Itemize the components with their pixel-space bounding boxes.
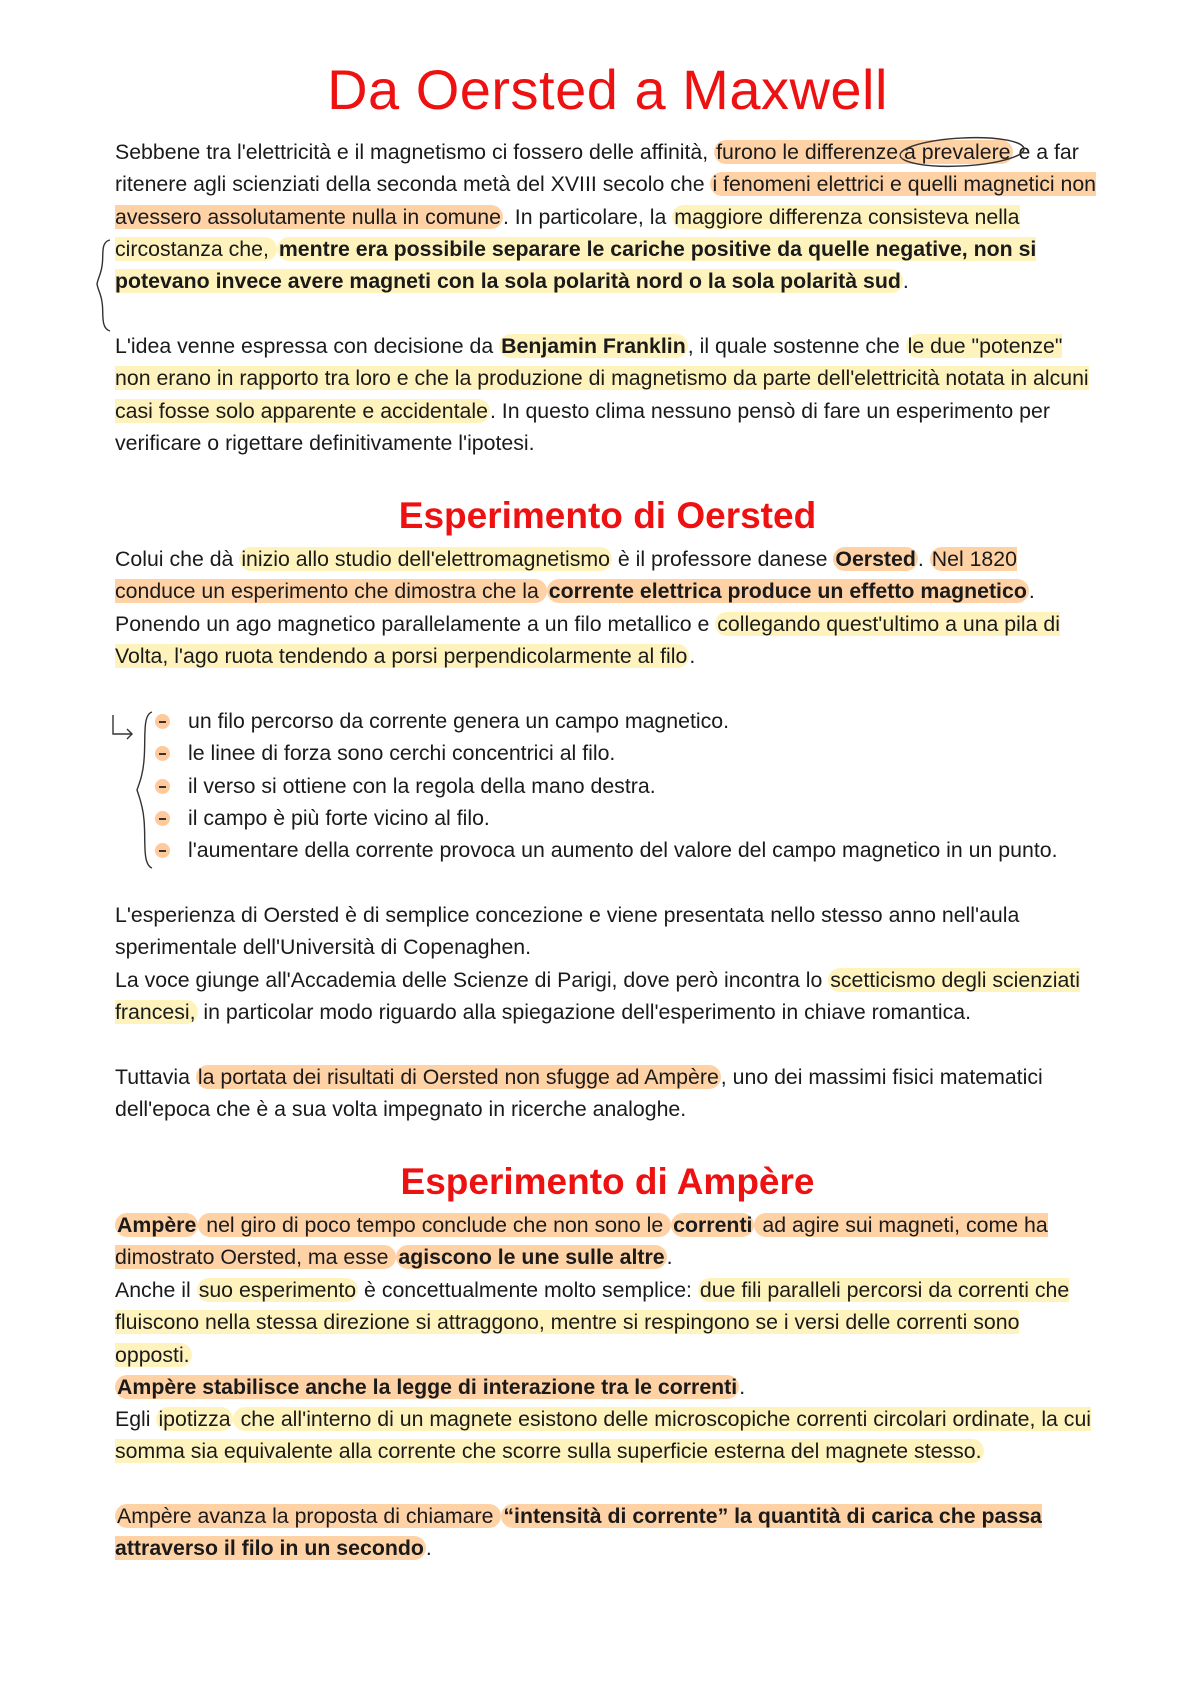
- oersted-text: La voce giunge all'Accademia delle Scienze di Parigi, dove però incontra lo: [115, 968, 829, 992]
- ampere-text: .: [739, 1375, 746, 1399]
- list-item: [115, 770, 1100, 802]
- dash-bullet-icon: [155, 811, 170, 826]
- oersted-text: Colui che dà: [115, 547, 240, 571]
- franklin-paragraph: [115, 330, 1100, 459]
- oersted-bullet-list: [115, 705, 1100, 866]
- oersted-paragraph-4: [115, 1061, 1100, 1126]
- oersted-text: Tuttavia: [115, 1065, 196, 1089]
- circled-word-icon: [898, 134, 1030, 170]
- franklin-name: Benjamin Franklin: [501, 334, 686, 358]
- ampere-heading: Esperimento di Ampère: [400, 1161, 815, 1202]
- highlight-text: suo esperimento: [198, 1278, 357, 1302]
- oersted-text: . Ponendo un ago magnetico parallelamente a un filo metallico e: [115, 579, 1035, 636]
- highlight-text: furono le differenze a prevalere: [716, 140, 1011, 164]
- highlight-text: le due "potenze" non erano in rapporto tra loro e che la produzione di magnetismo da parte dell'elettricità notata in alcuni casi fosse solo apparente e accidentale: [115, 334, 1089, 423]
- bold-highlight-text: correnti: [673, 1213, 753, 1237]
- list-item-text: le linee di forza sono cerchi concentrici al filo.: [188, 741, 616, 766]
- list-item-text: il campo è più forte vicino al filo.: [188, 805, 490, 830]
- dash-bullet-icon: [155, 843, 170, 858]
- oersted-text: .: [689, 643, 696, 668]
- franklin-text: , il quale sostenne che: [687, 334, 906, 358]
- dash-bullet-icon: [155, 779, 170, 794]
- bold-highlight-text: mentre era possibile separare le cariche positive da quelle negative, non si potevano invece avere magneti con la sola polarità nord o la sola polarità sud: [115, 236, 1037, 294]
- highlight-text: la portata dei risultati di Oersted non sfugge ad Ampère: [197, 1065, 719, 1089]
- highlight-text: ipotizza: [158, 1407, 231, 1431]
- highlight-text: ad agire sui magneti, come ha dimostrato Oersted, ma esse: [115, 1213, 1048, 1270]
- oersted-paragraph-3: [115, 964, 1100, 1029]
- list-item-text: il verso si ottiene con la regola della mano destra.: [188, 773, 656, 798]
- highlight-text: due fili paralleli percorsi da correnti che fluiscono nella stessa direzione si attraggono, mentre si respingono se i versi delle correnti sono opposti.: [115, 1278, 1070, 1367]
- oersted-text: .: [917, 547, 930, 571]
- franklin-text: . In questo clima nessuno pensò di fare un esperimento per verificare o rigettare definitivamente l'ipotesi.: [115, 398, 1050, 455]
- ampere-text: Egli: [115, 1407, 157, 1431]
- highlight-text: Ampère avanza la proposta di chiamare: [117, 1504, 500, 1528]
- highlight-text: i fenomeni elettrici e quelli magnetici non avessero assolutamente nulla in comune: [115, 172, 1097, 229]
- highlight-text: collegando quest'ultimo a una pila di Volta, l'ago ruota tendendo a porsi perpendicolarmente al filo: [115, 611, 1060, 668]
- list-item-text: l'aumentare della corrente provoca un aumento del valore del campo magnetico in un punto.: [188, 838, 1058, 863]
- list-item: [115, 802, 1100, 834]
- list-item-text: un filo percorso da corrente genera un campo magnetico.: [188, 709, 730, 733]
- ampere-paragraph-3: [115, 1371, 1100, 1403]
- oersted-name: Oersted: [835, 547, 916, 571]
- ampere-text: .: [666, 1245, 673, 1270]
- dash-bullet-icon: [155, 746, 170, 761]
- ampere-text: .: [425, 1536, 432, 1561]
- list-item: [115, 834, 1100, 866]
- highlight-text: nel giro di poco tempo conclude che non sono le: [200, 1213, 670, 1237]
- oersted-paragraph-1: [115, 543, 1100, 672]
- highlight-text: inizio allo studio dell'elettromagnetismo: [241, 547, 610, 571]
- ampere-text: Anche il: [115, 1278, 197, 1302]
- oersted-text: è il professore danese: [611, 547, 834, 571]
- oersted-text: , uno dei massimi fisici matematici dell'epoca che è a sua volta impegnato in ricerche analoghe.: [115, 1065, 1043, 1122]
- highlight-text: maggiore differenza consisteva nella circostanza che,: [115, 204, 1020, 261]
- highlight-text: scetticismo degli scienziati francesi,: [115, 968, 1080, 1025]
- ampere-paragraph-4: [115, 1403, 1100, 1468]
- highlight-text: che all'interno di un magnete esistono delle microscopiche correnti circolari ordinate, la cui somma sia equivalente alla corrente che scorre sulla superficie esterna del magnete stesso.: [115, 1407, 1092, 1464]
- curly-brace-icon: [136, 710, 156, 870]
- franklin-text: L'idea venne espressa con decisione da: [115, 334, 500, 358]
- ampere-paragraph-1: [115, 1209, 1100, 1274]
- bold-highlight-text: agiscono le une sulle altre: [398, 1245, 665, 1270]
- ampere-paragraph-5: [115, 1500, 1100, 1565]
- bold-highlight-text: “intensità di corrente” la quantità di carica che passa attraverso il filo in un secondo: [115, 1504, 1042, 1561]
- oersted-paragraph-2: L'esperienza di Oersted è di semplice concezione e viene presentata nello stesso anno nell'aula sperimentale dell'Università di Copenaghen.: [115, 903, 1020, 960]
- list-item: [115, 737, 1100, 769]
- ampere-text: è concettualmente molto semplice:: [358, 1278, 698, 1302]
- arrow-hook-icon: [110, 712, 138, 740]
- curly-brace-icon: [96, 238, 116, 333]
- intro-text: Sebbene tra l'elettricità e il magnetismo ci fossero delle affinità,: [115, 140, 715, 164]
- highlight-text: Nel 1820 conduce un esperimento che dimostra che la: [115, 547, 1017, 604]
- bold-highlight-text: corrente elettrica produce un effetto magnetico: [548, 579, 1027, 604]
- bold-highlight-text: Ampère stabilisce anche la legge di interazione tra le correnti: [117, 1375, 738, 1399]
- dash-bullet-icon: [155, 714, 170, 729]
- intro-text: .: [902, 269, 909, 294]
- intro-text: e a far ritenere agli scienziati della seconda metà del XVIII secolo che: [115, 140, 1079, 197]
- ampere-paragraph-2: [115, 1274, 1100, 1371]
- oersted-text: in particolar modo riguardo alla spiegazione dell'esperimento in chiave romantica.: [197, 1000, 972, 1025]
- oersted-heading: Esperimento di Oersted: [398, 495, 817, 536]
- intro-text: . In particolare, la: [502, 204, 673, 229]
- page-title: Da Oersted a Maxwell: [327, 58, 888, 121]
- ampere-name: Ampère: [117, 1213, 197, 1237]
- list-item: [115, 705, 1100, 737]
